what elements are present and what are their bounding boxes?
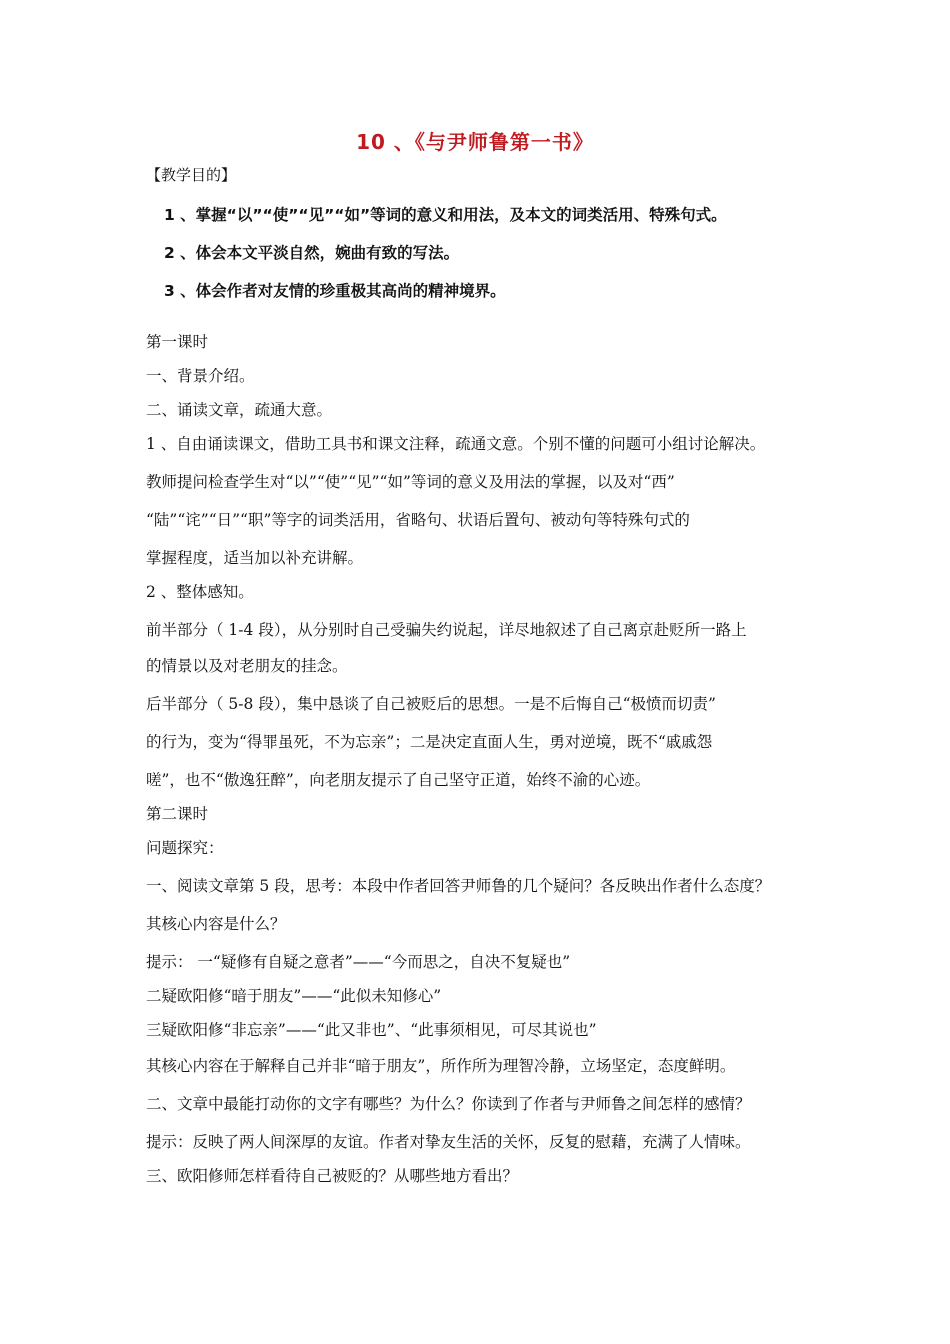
objective-item: 1 、掌握“以”“使”“见”“如”等词的意义和用法，及本文的词类活用、特殊句式。 <box>164 206 727 224</box>
objectives-list <box>164 204 727 318</box>
text-line: 提示： 一“疑修有自疑之意者”——“今而思之，自决不复疑也” <box>146 953 571 971</box>
text-line: 二、文章中最能打动你的文字有哪些？为什么？你读到了作者与尹师鲁之间怎样的感情？ <box>146 1095 751 1113</box>
text-line: 提示：反映了两人间深厚的友谊。作者对挚友生活的关怀，反复的慰藉，充满了人情味。 <box>146 1133 751 1151</box>
lesson-body <box>146 328 826 1196</box>
text-line: 二、诵读文章，疏通大意。 <box>146 401 333 419</box>
document-title: 10 、《与尹师鲁第一书》 <box>356 130 594 154</box>
text-line: 三疑欧阳修“非忘亲”——“此又非也”、“此事须相见，可尽其说也” <box>146 1021 597 1039</box>
objective-item: 3 、体会作者对友情的珍重极其高尚的精神境界。 <box>164 282 506 300</box>
text-line: 一、阅读文章第 5 段，思考：本段中作者回答尹师鲁的几个疑问？各反映出作者什么态度？ <box>146 877 771 895</box>
text-line: 三、欧阳修师怎样看待自己被贬的？从哪些地方看出？ <box>146 1167 519 1185</box>
objectives-heading: 【教学目的】 <box>146 166 237 184</box>
section-heading: 第二课时 <box>146 805 209 823</box>
text-line: 嗟”，也不“傲逸狂醉”，向老朋友提示了自己坚守正道，始终不渝的心迹。 <box>146 771 651 789</box>
text-line: “陆”“诧”“日”“职”等字的词类活用，省略句、状语后置句、被动句等特殊句式的 <box>146 511 690 529</box>
objective-item: 2 、体会本文平淡自然，婉曲有致的写法。 <box>164 244 460 262</box>
text-line: 其核心内容在于解释自己并非“暗于朋友”，所作所为理智冷静，立场坚定，态度鲜明。 <box>146 1057 736 1075</box>
section-heading: 第一课时 <box>146 333 209 351</box>
text-line: 后半部分（ 5-8 段），集中恳谈了自己被贬后的思想。一是不后悔自己“极愤而切责” <box>146 695 716 713</box>
text-line: 的行为，变为“得罪虽死，不为忘亲”；二是决定直面人生，勇对逆境，既不“戚戚怨 <box>146 733 713 751</box>
text-line: 教师提问检查学生对“以”“使”“见”“如”等词的意义及用法的掌握，以及对“西” <box>146 473 675 491</box>
text-line: 的情景以及对老朋友的挂念。 <box>146 657 348 675</box>
text-line: 掌握程度，适当加以补充讲解。 <box>146 549 364 567</box>
text-line: 前半部分（ 1-4 段），从分别时自己受骗失约说起，详尽地叙述了自己离京赴贬所一路上 <box>146 621 747 639</box>
text-line: 2 、整体感知。 <box>146 583 254 601</box>
text-line: 其核心内容是什么？ <box>146 915 286 933</box>
text-line: 1 、自由诵读课文，借助工具书和课文注释，疏通文意。个别不懂的问题可小组讨论解决。 <box>146 435 766 453</box>
text-line: 一、背景介绍。 <box>146 367 255 385</box>
text-line: 二疑欧阳修“暗于朋友”——“此似未知修心” <box>146 987 442 1005</box>
text-line: 问题探究： <box>146 839 224 857</box>
